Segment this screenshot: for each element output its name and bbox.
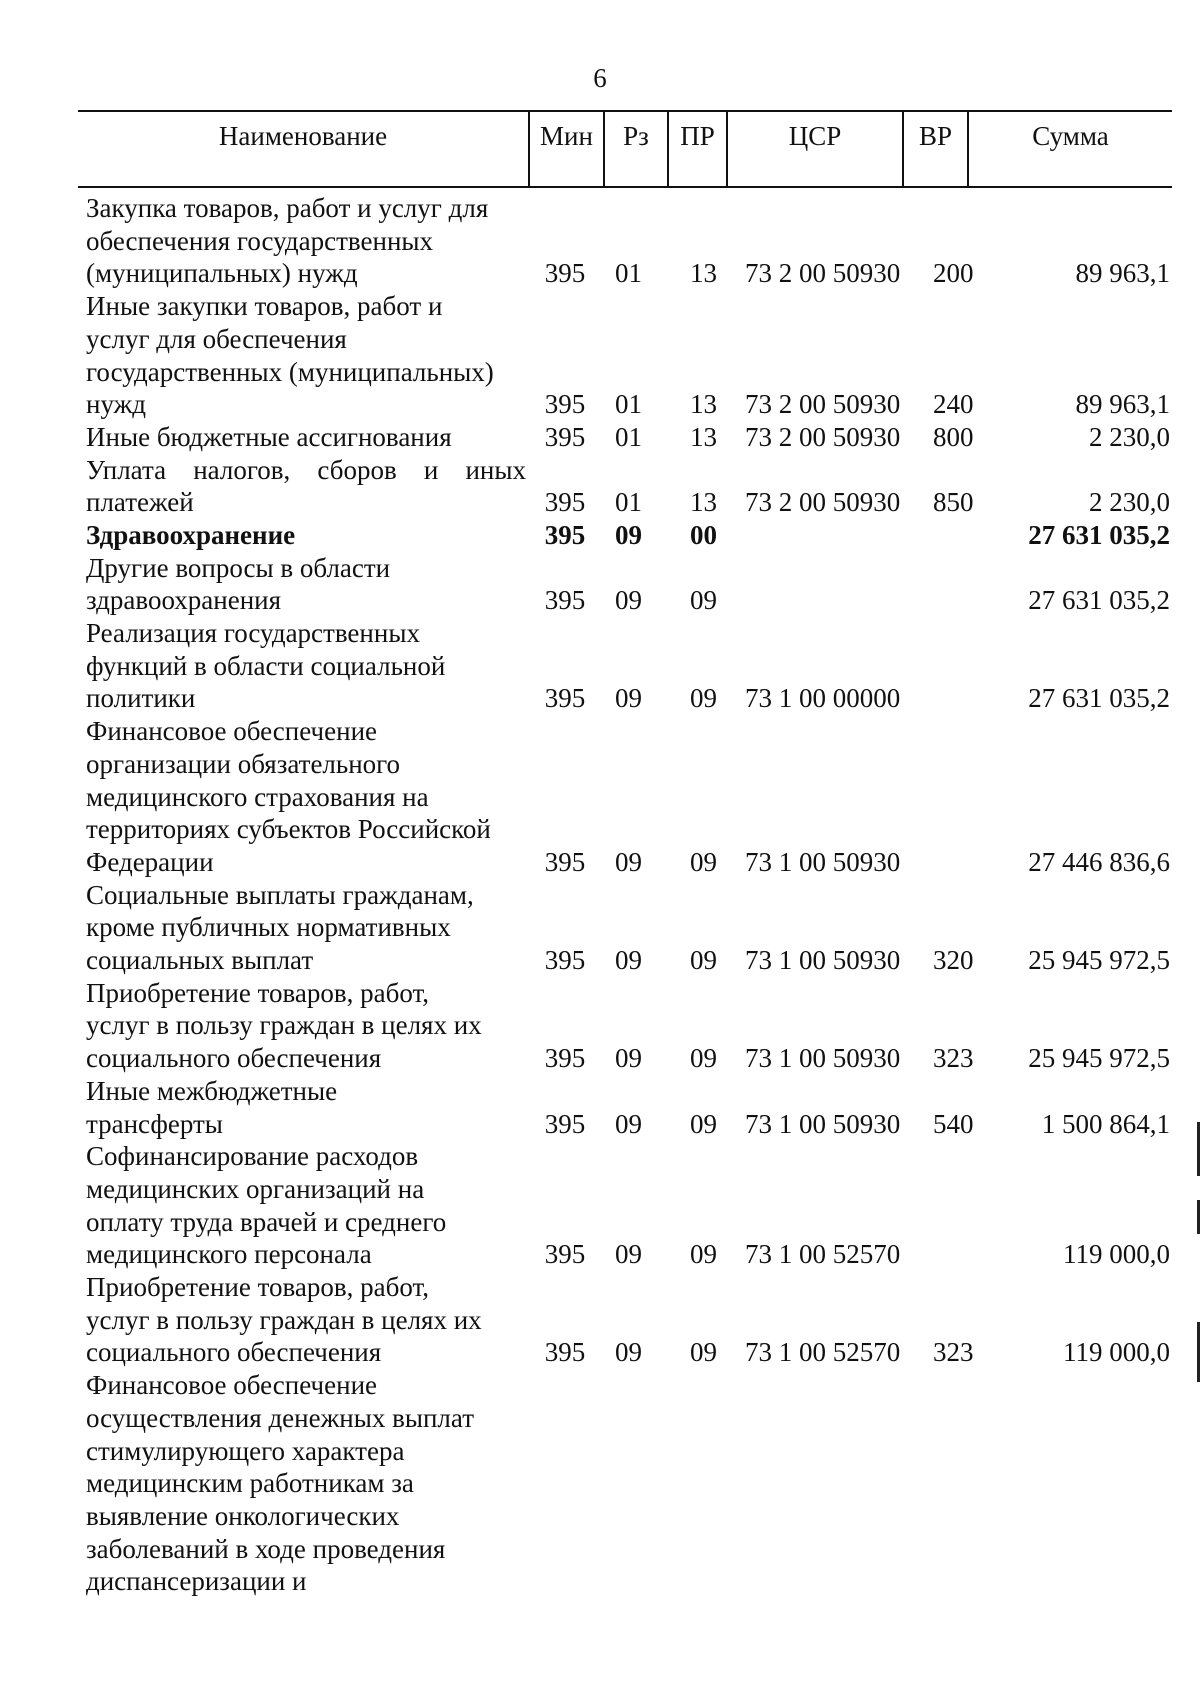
- row-name-line: государственных (муниципальных): [86, 356, 494, 387]
- row-name: [86, 617, 526, 715]
- table-row: [0, 421, 1200, 454]
- row-rz: 09: [615, 1239, 642, 1270]
- row-csr: 73 2 00 50930: [745, 389, 901, 420]
- row-vr: 200: [933, 258, 974, 289]
- table-row: [0, 1271, 1200, 1369]
- row-name: [86, 1140, 526, 1271]
- row-csr: 73 1 00 50930: [745, 945, 901, 976]
- row-sum: 27 631 035,2: [1028, 683, 1170, 714]
- row-sum: 89 963,1: [1075, 389, 1170, 420]
- row-name-line: Иные межбюджетные: [86, 1075, 338, 1106]
- row-pr: 13: [690, 421, 717, 452]
- row-name-line: платежей: [86, 487, 194, 518]
- row-pr: 13: [690, 487, 717, 518]
- row-pr: 09: [690, 585, 717, 616]
- row-name-line: обеспечения государственных: [86, 225, 434, 256]
- row-name-line: Иные бюджетные ассигнования: [86, 421, 452, 452]
- row-name-line: выявление онкологических: [86, 1500, 400, 1531]
- row-rz: 01: [615, 258, 642, 289]
- table-row: [0, 1369, 1200, 1598]
- row-name: [86, 977, 526, 1075]
- row-name: [86, 1369, 526, 1598]
- row-pr: 09: [690, 1108, 717, 1139]
- row-name-line: оплату труда врачей и среднего: [86, 1206, 447, 1237]
- row-name-line: Софинансирование расходов: [86, 1141, 419, 1172]
- row-name-line: медицинским работникам за: [86, 1468, 414, 1499]
- row-csr: 73 1 00 50930: [745, 1108, 901, 1139]
- row-sum: 2 230,0: [1089, 421, 1170, 452]
- row-pr: 09: [690, 846, 717, 877]
- row-name-line: услуг в пользу граждан в целях их: [86, 1304, 482, 1335]
- row-vr: 240: [933, 389, 974, 420]
- row-name-line: Реализация государственных: [86, 618, 420, 649]
- row-name-line: политики: [86, 683, 196, 714]
- row-min: 395: [544, 683, 586, 714]
- header-pr: ПР: [667, 112, 726, 188]
- row-name: [86, 1075, 526, 1140]
- row-csr: 73 1 00 50930: [745, 1043, 901, 1074]
- table-body: [0, 192, 1200, 1598]
- row-sum: 89 963,1: [1075, 258, 1170, 289]
- row-name-line: здравоохранения: [86, 585, 282, 616]
- row-vr: 540: [933, 1108, 974, 1139]
- row-name: [86, 421, 526, 454]
- row-name-line: Иные закупки товаров, работ и: [86, 291, 443, 322]
- header-min: Мин: [528, 112, 603, 188]
- row-rz: 09: [615, 585, 642, 616]
- row-name-line: Здравоохранение: [86, 519, 296, 550]
- row-min: 395: [544, 421, 586, 452]
- row-min: 395: [544, 487, 586, 518]
- row-sum: 27 631 035,2: [1028, 585, 1170, 616]
- row-sum: 119 000,0: [1063, 1337, 1170, 1368]
- row-sum: 2 230,0: [1089, 487, 1170, 518]
- row-min: 395: [544, 945, 586, 976]
- row-min: 395: [544, 1108, 586, 1139]
- row-sum: 25 945 972,5: [1028, 1043, 1170, 1074]
- row-name-line: организации обязательного: [86, 748, 401, 779]
- row-name-line: Федерации: [86, 846, 214, 877]
- row-pr: 09: [690, 1239, 717, 1270]
- table-row: [0, 879, 1200, 977]
- row-name-line: социального обеспечения: [86, 1043, 382, 1074]
- table-row: [0, 290, 1200, 421]
- row-csr: 73 1 00 50930: [745, 846, 901, 877]
- row-name-line: услуг в пользу граждан в целях их: [86, 1010, 482, 1041]
- row-pr: 13: [690, 258, 717, 289]
- row-min: 395: [544, 585, 586, 616]
- row-name-line: Финансовое обеспечение: [86, 716, 378, 747]
- row-name-line: территориях субъектов Российской: [86, 814, 491, 845]
- row-name-line: Приобретение товаров, работ,: [86, 977, 430, 1008]
- row-pr: 09: [690, 1043, 717, 1074]
- row-min: 395: [544, 519, 586, 550]
- row-sum: 119 000,0: [1063, 1239, 1170, 1270]
- row-min: 395: [544, 1043, 586, 1074]
- row-csr: 73 1 00 00000: [745, 683, 901, 714]
- row-name-line: социальных выплат: [86, 945, 314, 976]
- row-name-line: стимулирующего характера: [86, 1435, 405, 1466]
- row-name-line: диспансеризации и: [86, 1566, 307, 1597]
- row-name-line: медицинского персонала: [86, 1239, 372, 1270]
- row-name-line: (муниципальных) нужд: [86, 258, 358, 289]
- row-rz: 09: [615, 1043, 642, 1074]
- row-sum: 27 631 035,2: [1028, 519, 1170, 550]
- row-vr: 320: [933, 945, 974, 976]
- row-name-line: кроме публичных нормативных: [86, 912, 451, 943]
- row-rz: 09: [615, 945, 642, 976]
- table-row: [0, 192, 1200, 290]
- row-vr: 323: [933, 1337, 974, 1368]
- row-min: 395: [544, 258, 586, 289]
- row-name-line: Другие вопросы в области: [86, 552, 391, 583]
- table-row: [0, 977, 1200, 1075]
- table-row: [0, 1140, 1200, 1271]
- table-row: [0, 519, 1200, 552]
- table-row: [0, 454, 1200, 519]
- row-name-line: Финансовое обеспечение: [86, 1370, 378, 1401]
- row-name-line: медицинского страхования на: [86, 781, 429, 812]
- row-rz: 09: [615, 1108, 642, 1139]
- row-vr: 800: [933, 421, 974, 452]
- row-name: [86, 454, 526, 519]
- row-name-line: социального обеспечения: [86, 1337, 382, 1368]
- table-header: [78, 110, 1172, 188]
- row-rz: 01: [615, 389, 642, 420]
- row-csr: 73 1 00 52570: [745, 1337, 901, 1368]
- row-name-line: Социальные выплаты гражданам,: [86, 879, 474, 910]
- row-pr: 09: [690, 683, 717, 714]
- table-row: [0, 617, 1200, 715]
- row-vr: 323: [933, 1043, 974, 1074]
- table-row: [0, 1075, 1200, 1140]
- row-pr: 00: [690, 519, 717, 550]
- row-name-line: трансферты: [86, 1108, 223, 1139]
- row-name: [86, 519, 526, 552]
- row-name-line: Уплата налогов, сборов и иных: [86, 454, 526, 485]
- row-vr: 850: [933, 487, 974, 518]
- row-name-line: Закупка товаров, работ и услуг для: [86, 193, 489, 223]
- row-name-line: медицинских организаций на: [86, 1173, 425, 1204]
- row-name: [86, 192, 526, 290]
- row-csr: 73 1 00 52570: [745, 1239, 901, 1270]
- row-name: [86, 879, 526, 977]
- row-pr: 13: [690, 389, 717, 420]
- row-rz: 01: [615, 421, 642, 452]
- row-name-line: функций в области социальной: [86, 650, 446, 681]
- row-name: [86, 290, 526, 421]
- row-name-line: нужд: [86, 389, 146, 420]
- row-rz: 09: [615, 846, 642, 877]
- row-name-line: Приобретение товаров, работ,: [86, 1272, 430, 1303]
- row-sum: 25 945 972,5: [1028, 945, 1170, 976]
- row-name-line: услуг для обеспечения: [86, 323, 347, 354]
- row-pr: 09: [690, 1337, 717, 1368]
- row-min: 395: [544, 389, 586, 420]
- row-pr: 09: [690, 945, 717, 976]
- row-rz: 09: [615, 519, 642, 550]
- header-rz: Рз: [603, 112, 667, 188]
- table-row: [0, 552, 1200, 617]
- row-min: 395: [544, 1337, 586, 1368]
- header-csr: ЦСР: [726, 112, 902, 188]
- row-rz: 09: [615, 1337, 642, 1368]
- row-csr: 73 2 00 50930: [745, 258, 901, 289]
- header-vr: ВР: [902, 112, 967, 188]
- row-name: [86, 552, 526, 617]
- row-sum: 27 446 836,6: [1028, 846, 1170, 877]
- row-min: 395: [544, 846, 586, 877]
- header-name: Наименование: [218, 121, 388, 151]
- page-number: 6: [593, 63, 607, 93]
- row-sum: 1 500 864,1: [1041, 1108, 1170, 1139]
- row-name: [86, 1271, 526, 1369]
- row-csr: 73 2 00 50930: [745, 421, 901, 452]
- row-rz: 09: [615, 683, 642, 714]
- row-csr: 73 2 00 50930: [745, 487, 901, 518]
- row-name: [86, 715, 526, 879]
- row-name-line: заболеваний в ходе проведения: [86, 1533, 446, 1564]
- row-name-line: осуществления денежных выплат: [86, 1402, 474, 1433]
- header-sum: Сумма: [967, 112, 1172, 188]
- row-min: 395: [544, 1239, 586, 1270]
- table-row: [0, 715, 1200, 879]
- row-rz: 01: [615, 487, 642, 518]
